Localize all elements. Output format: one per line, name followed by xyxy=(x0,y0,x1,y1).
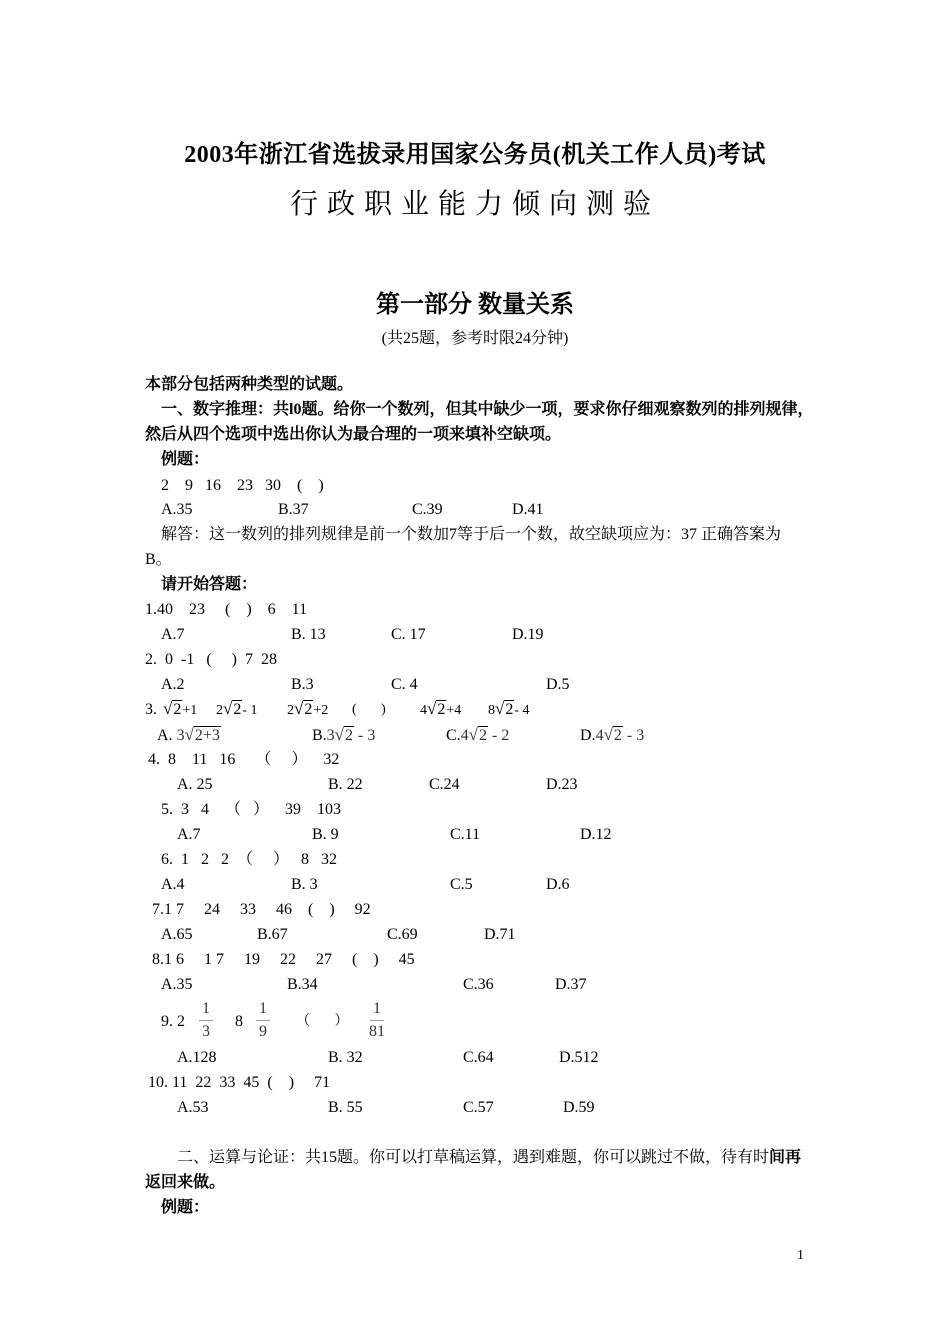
question-3-option-c-value: 4√2 - 2 xyxy=(460,725,510,744)
question-6-stem: 6. 1 2 2 （ ） 8 32 xyxy=(161,851,338,868)
question-7-option-b: B.67 xyxy=(257,926,288,943)
question-9-option-c: C.64 xyxy=(463,1049,494,1066)
question-3-option-d-value: 4√2 - 3 xyxy=(595,725,645,744)
question-4-option-c: C.24 xyxy=(429,776,460,793)
question-3-option-b-value: 3√2 - 3 xyxy=(326,725,376,744)
question-10-option-a: A.53 xyxy=(177,1099,209,1116)
question-10-stem: 10. 11 22 33 45 ( ) 71 xyxy=(148,1074,331,1091)
question-3-term-2: 2√2- 1 xyxy=(216,699,258,718)
question-5-option-b: B. 9 xyxy=(312,826,339,843)
answer-line-1: 解答：这一数列的排列规律是前一个数加7等于后一个数，故空缺项应为：37 正确答案为 xyxy=(161,526,782,543)
question-5-option-a: A.7 xyxy=(177,826,201,843)
question-3-option-a: A. 3√2+3 xyxy=(157,725,220,744)
question-10-option-b: B. 55 xyxy=(328,1099,363,1116)
question-3-term-1: √2+1 xyxy=(163,699,198,718)
question-4-option-d: D.23 xyxy=(546,776,578,793)
question-8-option-d: D.37 xyxy=(555,976,587,993)
question-3-option-b: B.3√2 - 3 xyxy=(312,725,376,744)
question-9-option-a: A.128 xyxy=(177,1049,217,1066)
question-3-term-3: 2√2+2 xyxy=(287,699,329,718)
question-9-fraction-1: $\frac{1}{3}$ xyxy=(199,998,213,1043)
question-4-stem: 4. 8 11 16 （ ） 32 xyxy=(148,751,340,768)
question-8-option-a: A.35 xyxy=(161,976,193,993)
question-3-term-5: 8√2- 4 xyxy=(488,699,530,718)
part2-instruction-line-1: 二、运算与论证：共15题。你可以打草稿运算，遇到难题，你可以跳过不做，待有时间再 xyxy=(177,1149,802,1166)
part2-example-label: 例题： xyxy=(161,1199,210,1216)
question-8-stem: 8.1 6 1 7 19 22 27 ( ) 45 xyxy=(152,951,415,968)
question-1-option-c: C. 17 xyxy=(391,626,426,643)
part2-instruction-line-2: 返回来做。 xyxy=(145,1174,226,1191)
question-1-option-d: D.19 xyxy=(512,626,544,643)
question-2-option-a: A.2 xyxy=(161,676,185,693)
exam-title: 2003年浙江省选拔录用国家公务员(机关工作人员)考试 xyxy=(184,142,766,168)
question-5-stem: 5. 3 4 （ ） 39 103 xyxy=(161,801,342,818)
question-4-option-b: B. 22 xyxy=(328,776,363,793)
question-2-option-b: B.3 xyxy=(291,676,314,693)
question-7-option-c: C.69 xyxy=(387,926,418,943)
question-8-option-b: B.34 xyxy=(287,976,318,993)
question-9-number: 9. 2 xyxy=(161,1013,185,1030)
question-10-option-c: C.57 xyxy=(463,1099,494,1116)
section-title: 第一部分 数量关系 xyxy=(376,292,574,318)
question-6-option-a: A.4 xyxy=(161,876,185,893)
question-3-option-c: C.4√2 - 2 xyxy=(446,725,510,744)
example-option-d: D.41 xyxy=(512,501,544,518)
instruction-line-1: 一、数字推理：共l0题。给你一个数列，但其中缺少一项，要求你仔细观察数列的排列规律， xyxy=(161,401,814,418)
question-7-stem: 7.1 7 24 33 46 ( ) 92 xyxy=(152,901,371,918)
question-2-stem: 2. 0 -1 ( ) 7 28 xyxy=(145,651,277,668)
question-4-option-a: A. 25 xyxy=(177,776,213,793)
question-2-option-d: D.5 xyxy=(546,676,570,693)
question-8-option-c: C.36 xyxy=(463,976,494,993)
question-7-option-a: A.65 xyxy=(161,926,193,943)
question-3-number: 3. xyxy=(145,701,157,718)
question-1-option-a: A.7 xyxy=(161,626,185,643)
question-9-fraction-2: $\frac{1}{9}$ xyxy=(256,998,270,1043)
page-number: 1 xyxy=(797,1248,804,1263)
intro-text: 本部分包括两种类型的试题。 xyxy=(145,376,354,393)
question-5-option-d: D.12 xyxy=(580,826,612,843)
question-6-option-d: D.6 xyxy=(546,876,570,893)
example-label: 例题： xyxy=(161,451,210,468)
question-3-blank: ( ) xyxy=(352,702,386,717)
start-label: 请开始答题： xyxy=(161,576,258,593)
question-1-stem: 1.40 23 ( ) 6 11 xyxy=(145,601,308,618)
example-sequence: 2 9 16 23 30 ( ) xyxy=(161,477,324,494)
question-6-option-b: B. 3 xyxy=(291,876,318,893)
exam-subtitle: 行政职业能力倾向测验 xyxy=(289,189,660,220)
question-9-blank: （ ） xyxy=(296,1014,349,1029)
section-note: (共25题，参考时限24分钟) xyxy=(381,330,569,347)
example-option-b: B.37 xyxy=(278,501,309,518)
question-3-option-d: D.4√2 - 3 xyxy=(580,725,645,744)
instruction-line-2: 然后从四个选项中选出你认为最合理的一项来填补空缺项。 xyxy=(145,426,562,443)
question-10-option-d: D.59 xyxy=(563,1099,595,1116)
question-3-term-4: 4√2+4 xyxy=(420,699,462,718)
question-7-option-d: D.71 xyxy=(484,926,516,943)
question-3-option-a-value: 3√2+3 xyxy=(176,725,220,744)
example-option-c: C.39 xyxy=(412,501,443,518)
question-5-option-c: C.11 xyxy=(450,826,481,843)
question-6-option-c: C.5 xyxy=(450,876,473,893)
answer-line-2: B。 xyxy=(145,551,172,568)
question-9-option-b: B. 32 xyxy=(328,1049,363,1066)
question-1-option-b: B. 13 xyxy=(291,626,326,643)
question-2-option-c: C. 4 xyxy=(391,676,418,693)
question-9-term-8: 8 xyxy=(235,1013,243,1030)
question-9-fraction-3: $\frac{1}{81}$ xyxy=(369,1000,385,1040)
question-9-option-d: D.512 xyxy=(559,1049,599,1066)
example-option-a: A.35 xyxy=(161,501,193,518)
